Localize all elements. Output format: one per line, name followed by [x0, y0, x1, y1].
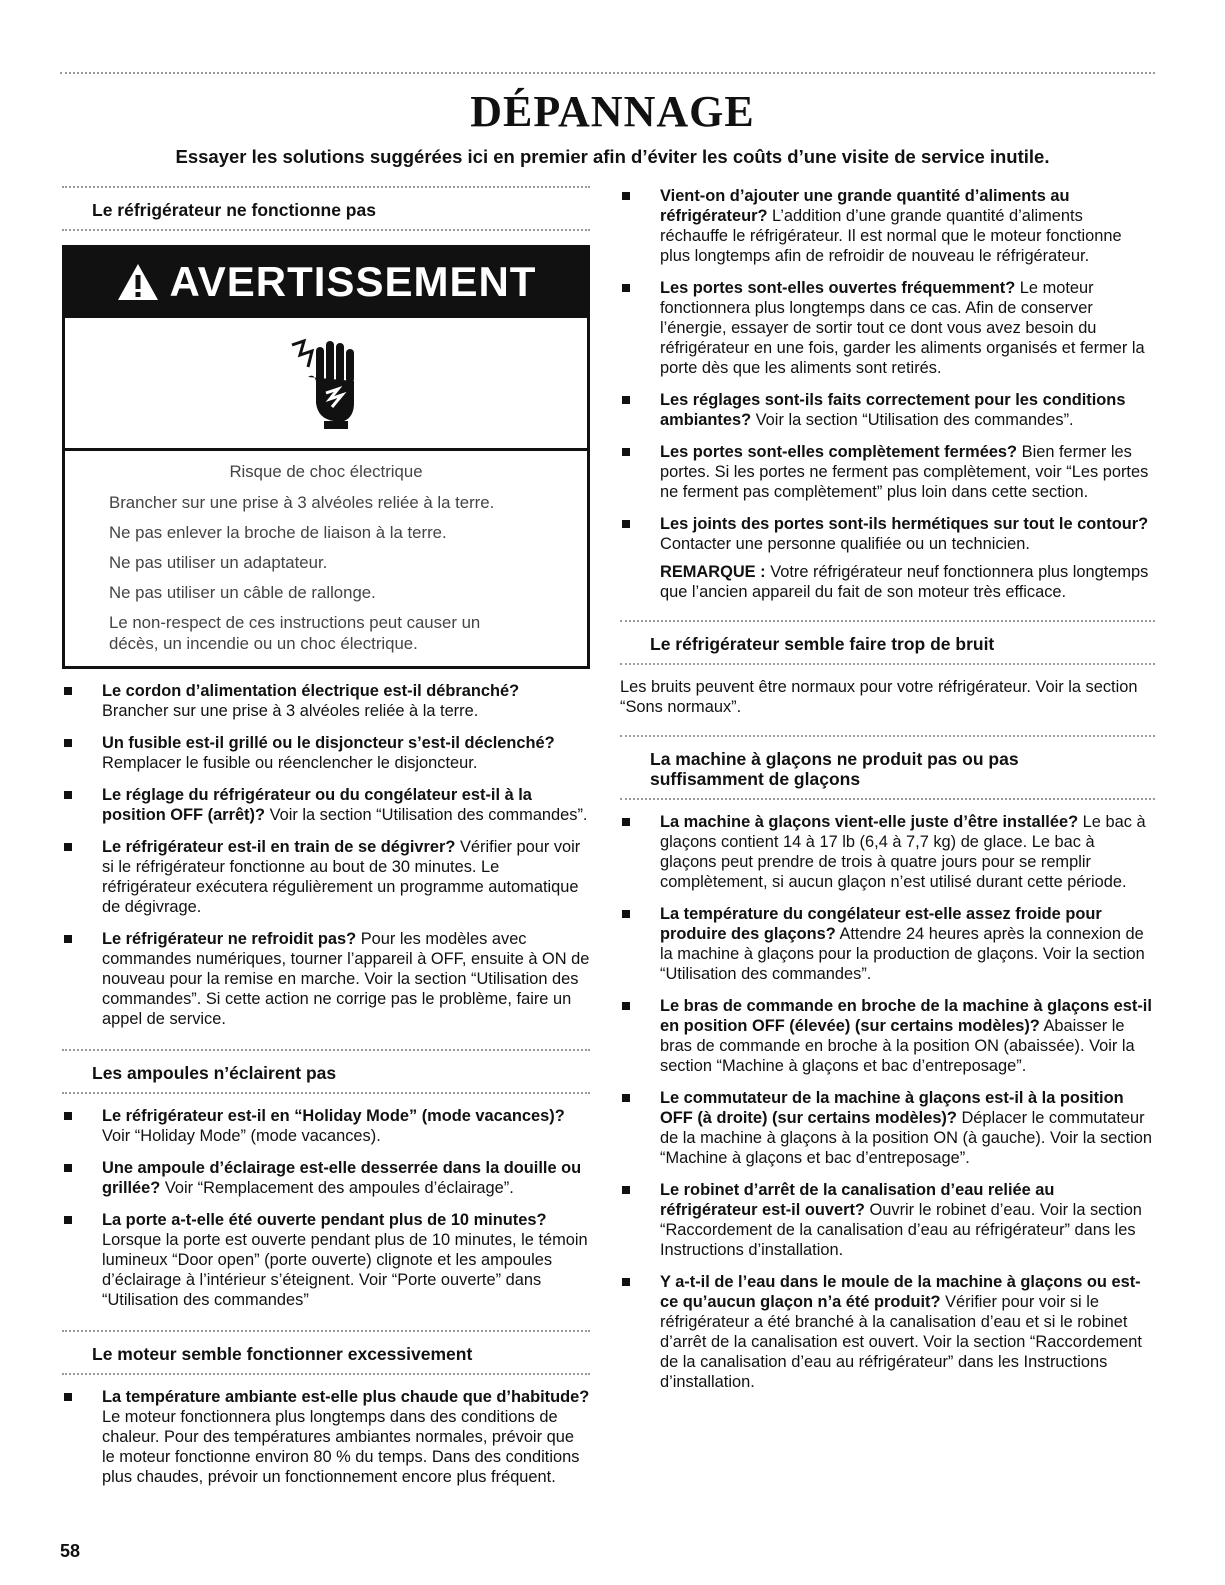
warning-risk-label: Risque de choc électrique: [229, 462, 423, 481]
bullet-icon: [622, 448, 630, 456]
section-heading-bulbs: Les ampoules n’éclairent pas: [62, 1049, 590, 1094]
warning-header: [65, 248, 587, 318]
bullet-icon: [622, 520, 630, 528]
page-title: DÉPANNAGE: [470, 87, 755, 136]
list-item: Le réfrigérateur ne refroidit pas? Pour les modèles avec commandes numériques, tourner l’appareil à OFF, ensuite à ON de nouveau pour la remise en marche. Voir la section “Utilisation des commandes”. Si cette action ne corrige pas le problème, faire un appel de service.: [62, 929, 590, 1029]
page-number: 58: [60, 1541, 81, 1561]
list-item: Y a-t-il de l’eau dans le moule de la machine à glaçons ou est-ce qu’aucun glaçon n’a été produit? Vérifier pour voir si le réfrigérateur a été branché à la canalisation d’eau et si le robinet d’arrêt de la canalisation est ouvert. Voir la section “Raccordement de la canalisation d’eau au réfrigérateur” dans les Instructions d’installation.: [620, 1272, 1155, 1392]
section-heading-ice-maker: La machine à glaçons ne produit pas ou pas suffisamment de glaçons: [620, 735, 1155, 800]
bullet-icon: [64, 687, 72, 695]
bullet-icon: [622, 192, 630, 200]
bullet-icon: [64, 843, 72, 851]
bullet-icon: [64, 739, 72, 747]
list-item: La température ambiante est-elle plus chaude que d’habitude? Le moteur fonctionnera plus longtemps dans des conditions de chaleur. Pour des températures ambiantes normales, prévoir que le moteur fonctionne environ 80 % du temps. Dans des conditions plus chaudes, prévoir un fonctionnement encore plus fréquent.: [62, 1387, 590, 1487]
right-column: [620, 186, 1155, 1404]
list-item: Le cordon d’alimentation électrique est-il débranché? Brancher sur une prise à 3 alvéoles reliée à la terre.: [62, 681, 590, 721]
top-rule: [60, 72, 1155, 74]
list-item: Le réglage du réfrigérateur ou du congélateur est-il à la position OFF (arrêt)? Voir la section “Utilisation des commandes”.: [62, 785, 590, 825]
warning-triangle-icon: [116, 262, 160, 302]
bullet-icon: [64, 1393, 72, 1401]
warning-box: [62, 245, 590, 669]
bullet-icon: [622, 1094, 630, 1102]
warning-icon-area: [65, 318, 587, 451]
bullet-icon: [622, 1002, 630, 1010]
warning-body: [65, 451, 587, 666]
left-column: [62, 186, 590, 1499]
warning-line: Ne pas utiliser un câble de rallonge.: [109, 583, 376, 602]
bullet-icon: [64, 1164, 72, 1172]
warning-line: Brancher sur une prise à 3 alvéoles reliée à la terre.: [109, 493, 495, 512]
warning-title: AVERTISSEMENT: [169, 258, 537, 305]
list-item: La porte a-t-elle été ouverte pendant plus de 10 minutes? Lorsque la porte est ouverte pendant plus de 10 minutes, le témoin lumineux “Door open” (porte ouverte) clignote et les ampoules d’éclairage à l’intérieur s’éteignent. Voir “Porte ouverte” dans “Utilisation des commandes”: [62, 1210, 590, 1310]
bullet-icon: [64, 1112, 72, 1120]
list-item: Le commutateur de la machine à glaçons est-il à la position OFF (à droite) (sur certains modèles)? Déplacer le commutateur de la machine à glaçons à la position ON (à gauche). Voir la section “Machine à glaçons et bac d’entreposage”.: [620, 1088, 1155, 1168]
list-item: La machine à glaçons vient-elle juste d’être installée? Le bac à glaçons contient 14 à 17 lb (6,4 à 7,7 kg) de glace. Le bac à glaçons peut prendre de trois à quatre jours pour se remplir complètement, si aucun glaçon n’est utilisé durant cette période.: [620, 812, 1155, 892]
section-heading-motor: Le moteur semble fonctionner excessivement: [62, 1330, 590, 1375]
bullet-icon: [622, 1278, 630, 1286]
bullet-icon: [64, 1216, 72, 1224]
page-subtitle: Essayer les solutions suggérées ici en premier afin d’éviter les coûts d’une visite de service inutile.: [175, 146, 1050, 167]
warning-line: Ne pas utiliser un adaptateur.: [109, 553, 328, 572]
bullet-icon: [622, 1186, 630, 1194]
list-item: La température du congélateur est-elle assez froide pour produire des glaçons? Attendre 24 heures après la connexion de la machine à glaçons pour la production de glaçons. Voir la section “Utilisation des commandes”.: [620, 904, 1155, 984]
list-item: Le réfrigérateur est-il en “Holiday Mode” (mode vacances)? Voir “Holiday Mode” (mode vacances).: [62, 1106, 590, 1146]
bullet-icon: [64, 935, 72, 943]
warning-consequence: Le non-respect de ces instructions peut causer un décès, un incendie ou un choc électrique.: [109, 613, 481, 653]
bullet-icon: [64, 791, 72, 799]
section-heading-noise: Le réfrigérateur semble faire trop de bruit: [620, 620, 1155, 665]
note: REMARQUE : Votre réfrigérateur neuf fonctionnera plus longtemps que l’ancien appareil du fait de son moteur très efficace.: [660, 563, 1149, 601]
noise-text: Les bruits peuvent être normaux pour votre réfrigérateur. Voir la section “Sons normaux”.: [620, 678, 1138, 716]
electric-shock-hand-icon: [286, 333, 366, 433]
warning-line: Ne pas enlever la broche de liaison à la terre.: [109, 523, 447, 542]
list-item: Les réglages sont-ils faits correctement pour les conditions ambiantes? Voir la section “Utilisation des commandes”.: [620, 390, 1155, 430]
list-item: Un fusible est-il grillé ou le disjoncteur s’est-il déclenché? Remplacer le fusible ou réenclencher le disjoncteur.: [62, 733, 590, 773]
list-item: Une ampoule d’éclairage est-elle desserrée dans la douille ou grillée? Voir “Remplacement des ampoules d’éclairage”.: [62, 1158, 590, 1198]
bullet-icon: [622, 284, 630, 292]
list-item: Les portes sont-elles complètement fermées? Bien fermer les portes. Si les portes ne ferment pas complètement, voir “Les portes ne ferment pas complètement” plus loin dans cette section.: [620, 442, 1155, 502]
bullet-icon: [622, 396, 630, 404]
list-item: Vient-on d’ajouter une grande quantité d’aliments au réfrigérateur? L’addition d’une grande quantité d’aliments réchauffe le réfrigérateur. Il est normal que le moteur fonctionne plus longtemps afin de refroidir de nouveau le réfrigérateur.: [620, 186, 1155, 266]
bullet-icon: [622, 910, 630, 918]
list-item: Le réfrigérateur est-il en train de se dégivrer? Vérifier pour voir si le réfrigérateur fonctionne au bout de 30 minutes. Le réfrigérateur exécutera régulièrement un programme automatique de dégivrage.: [62, 837, 590, 917]
list-item: Le bras de commande en broche de la machine à glaçons est-il en position OFF (élevée) (sur certains modèles)? Abaisser le bras de commande en broche à la position ON (abaissée). Voir la section “Machine à glaçons et bac d’entreposage”.: [620, 996, 1155, 1076]
section-heading-not-working: Le réfrigérateur ne fonctionne pas: [62, 186, 590, 231]
list-item: Les joints des portes sont-ils hermétiques sur tout le contour? Contacter une personne qualifiée ou un technicien.: [620, 514, 1155, 554]
list-item: Les portes sont-elles ouvertes fréquemment? Le moteur fonctionnera plus longtemps dans ce cas. Afin de conserver l’énergie, essayer de sortir tout ce dont vous avez besoin du réfrigérateur en une fois, garder les aliments organisés et fermer la porte dès que les aliments sont retirés.: [620, 278, 1155, 378]
bullet-icon: [622, 818, 630, 826]
list-item: Le robinet d’arrêt de la canalisation d’eau reliée au réfrigérateur est-il ouvert? Ouvrir le robinet d’eau. Voir la section “Raccordement de la canalisation d’eau au réfrigérateur” dans les Instructions d’installation.: [620, 1180, 1155, 1260]
